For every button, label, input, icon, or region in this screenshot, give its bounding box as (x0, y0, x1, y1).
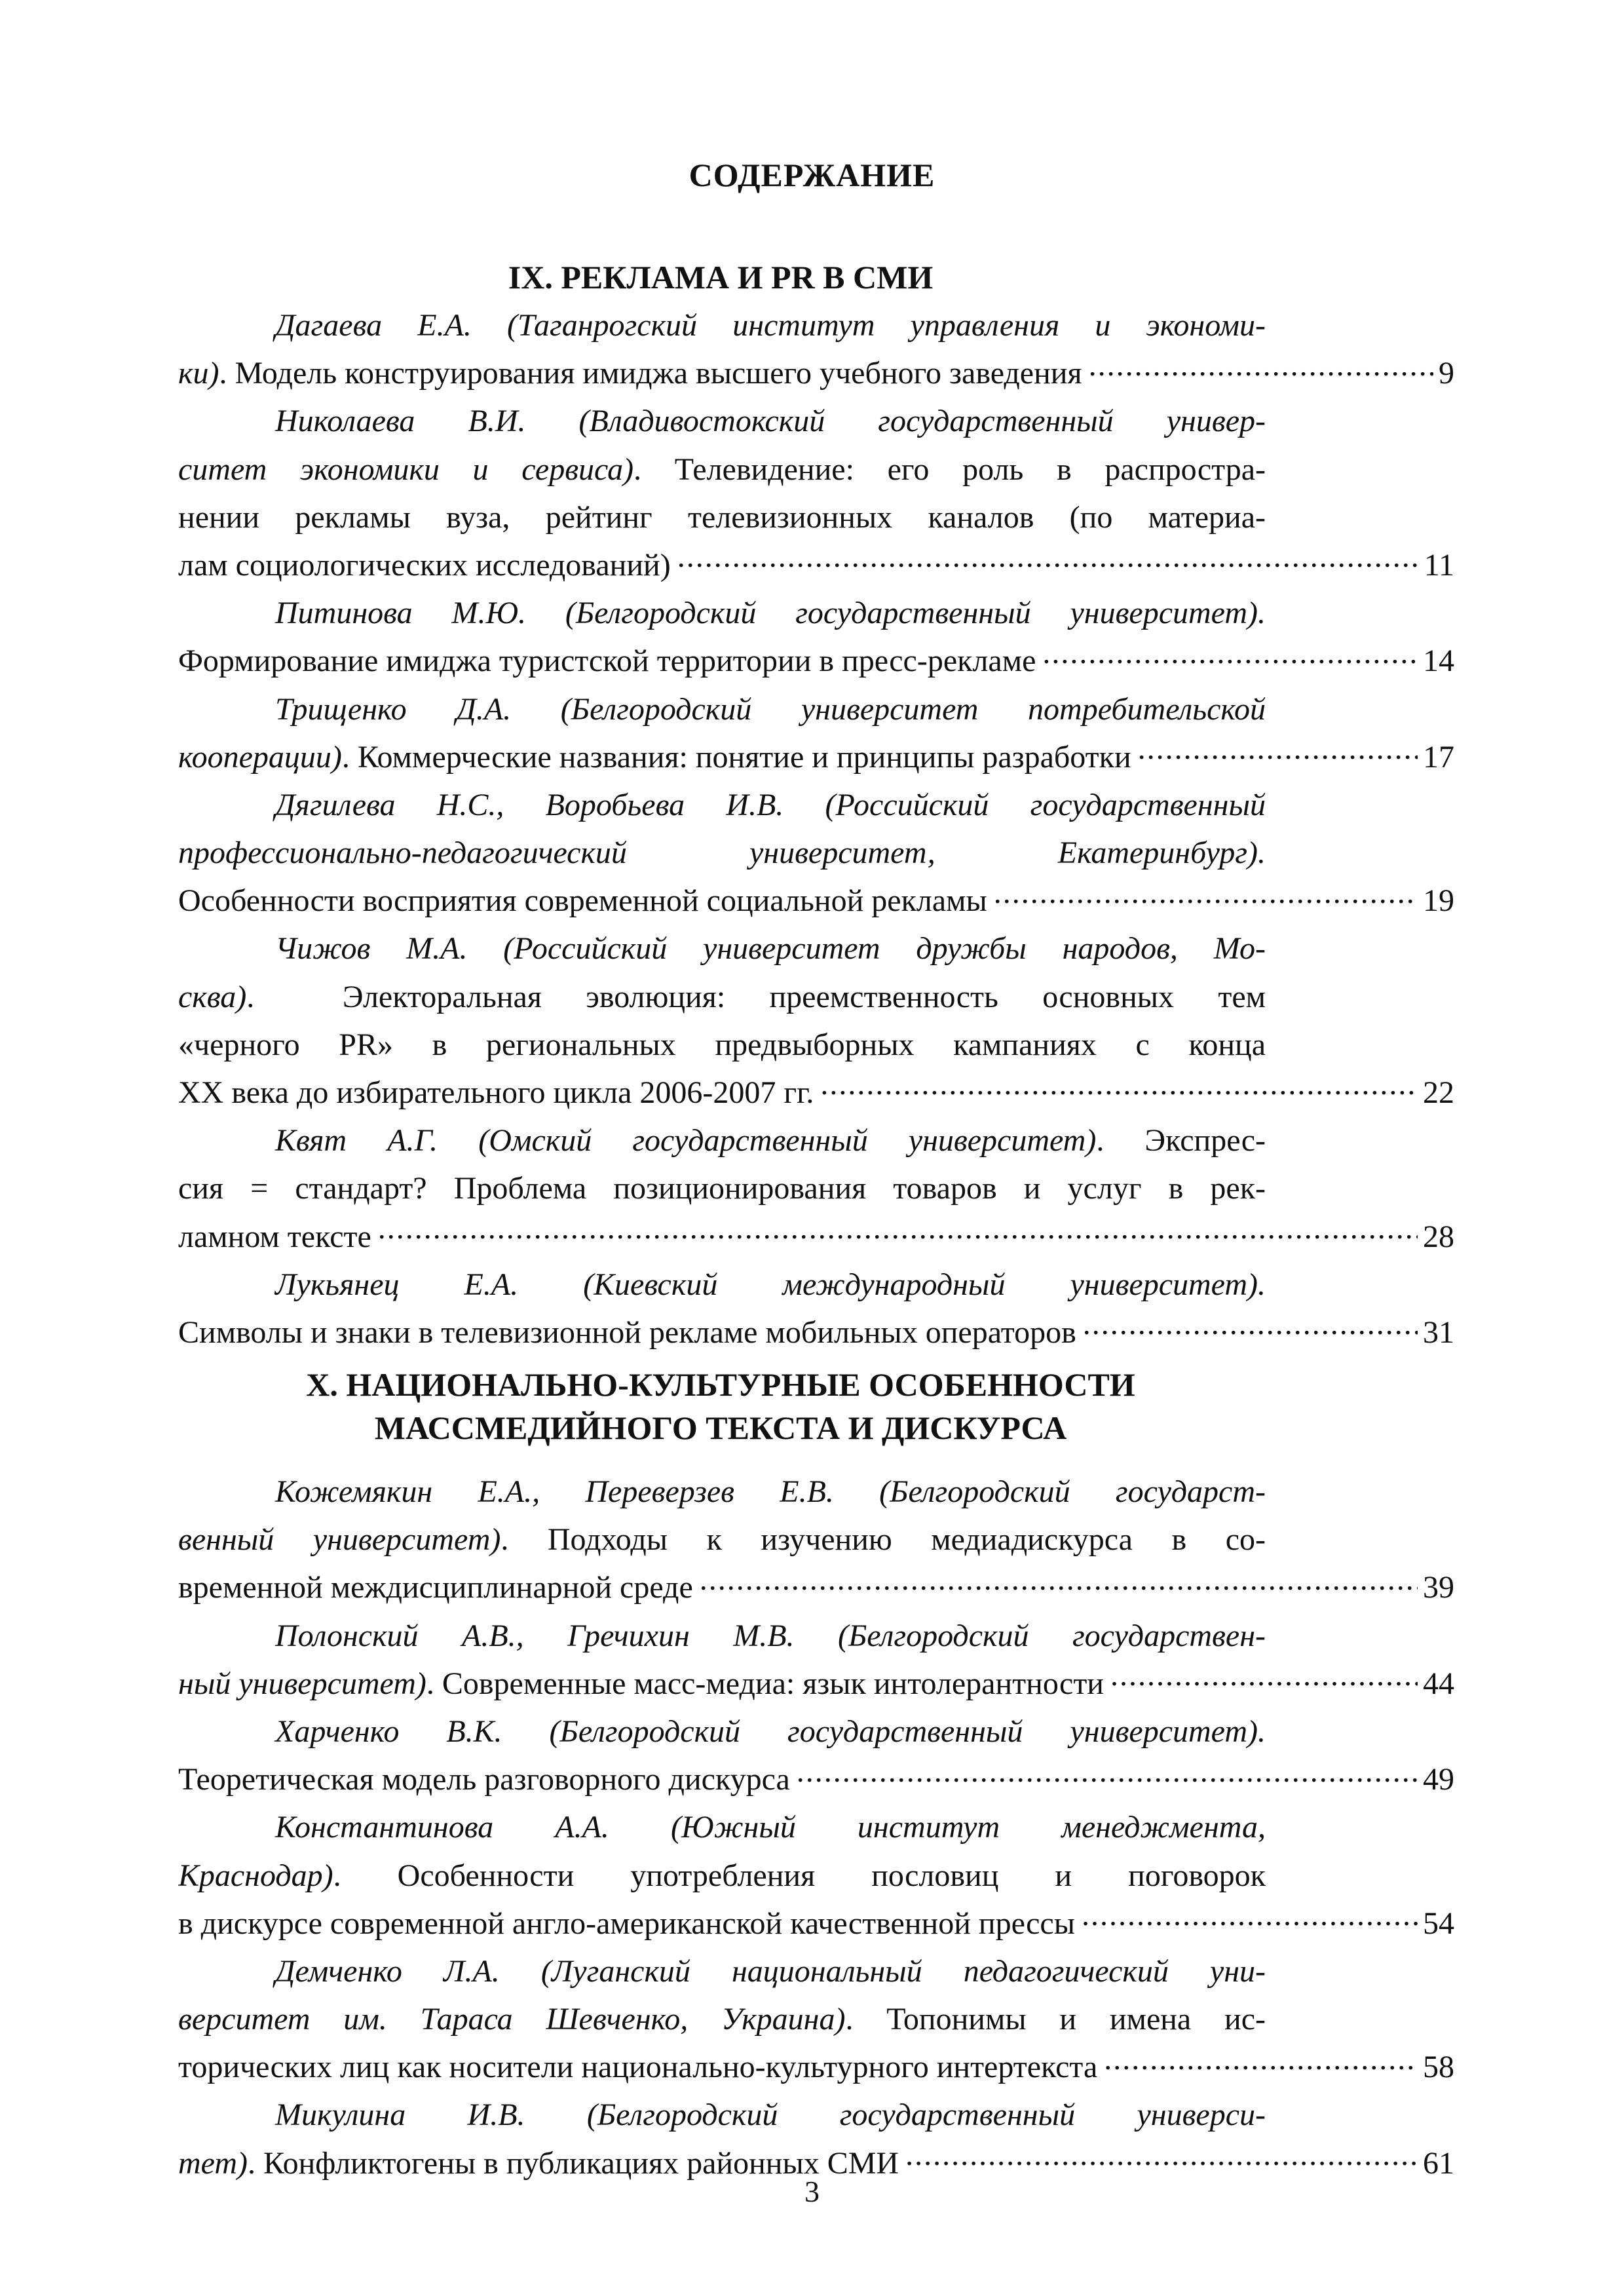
toc-entry-text: . Телевидение: его роль в распростра- (633, 451, 1266, 487)
section-title-line: IX. РЕКЛАМА И PR В СМИ (508, 259, 934, 296)
toc-entry-text: . Современные масс-медиа: язык интолерантности (426, 1666, 1104, 1701)
toc-entry-text: Символы и знаки в телевизионной рекламе мобильных операторов (178, 1314, 1076, 1350)
dot-leader (700, 1566, 1418, 1598)
toc-entry-line (178, 2091, 1266, 2139)
toc-entry-line (178, 1021, 1266, 1069)
toc-entry-text: Формирование имиджа туристской территории в пресс-рекламе (178, 643, 1036, 679)
section-title-line: X. НАЦИОНАЛЬНО-КУЛЬТУРНЫЕ ОСОБЕННОСТИ (306, 1366, 1135, 1403)
dot-leader (1042, 640, 1418, 671)
toc-entry-line (178, 397, 1266, 445)
toc-entry-line (178, 349, 1454, 397)
toc-entry[interactable] (178, 1803, 1454, 1947)
toc-page-number: 17 (1423, 739, 1454, 775)
toc-entry-line (178, 1660, 1454, 1708)
toc-entry-line (178, 1516, 1266, 1563)
toc-page-number: 58 (1423, 2050, 1454, 2085)
dot-leader (905, 2142, 1418, 2173)
toc-entry-author: Квят А.Г. (Омский государственный университет) (275, 1123, 1097, 1158)
dot-leader (820, 1071, 1418, 1103)
toc-entry-text: . Модель конструирования имиджа высшего учебного заведения (219, 356, 1082, 391)
toc-entry-author: Константинова А.А. (Южный институт менеджмента, (275, 1810, 1266, 1845)
toc-entry-line (178, 1755, 1454, 1803)
toc-page-number: 19 (1423, 883, 1454, 919)
toc-entry-line (178, 541, 1454, 589)
toc-entry-line (178, 1852, 1266, 1900)
toc-entry-author: Демченко Л.А. (Луганский национальный педагогический уни- (275, 1953, 1266, 1989)
toc-entry-line (178, 1947, 1266, 1995)
toc-section-x (178, 1468, 1454, 2187)
toc-entry-line (178, 589, 1266, 637)
toc-entry-text: . Коммерческие названия: понятие и принципы разработки (341, 739, 1131, 775)
toc-entry-line (178, 637, 1454, 685)
toc-entry-author: ситет экономики и сервиса) (178, 451, 634, 487)
dot-leader (994, 879, 1418, 911)
toc-entry[interactable] (178, 397, 1454, 589)
toc-entry-text: нении рекламы вуза, рейтинг телевизионных каналов (по материа- (178, 499, 1266, 535)
toc-entry[interactable] (178, 1708, 1454, 1803)
toc-entry-line (178, 685, 1266, 733)
toc-entry-author: Николаева В.И. (Владивостокский государственный универ- (275, 404, 1266, 439)
toc-entry-author: Трищенко Д.А. (Белгородский университет потребительской (275, 691, 1266, 727)
toc-entry-author: Дягилева Н.С., Воробьева И.В. (Российский государственный (275, 787, 1266, 822)
toc-entry-text: Особенности восприятия современной социальной рекламы (178, 883, 987, 919)
toc-entry-author: Полонский А.В., Гречихин М.В. (Белгородский государствен- (275, 1618, 1266, 1653)
toc-page-number: 44 (1423, 1666, 1454, 1701)
toc-entry-author: Питинова М.Ю. (Белгородский государственный университет). (275, 596, 1266, 631)
toc-entry-text: . Подходы к изучению медиадискурса в со- (500, 1522, 1266, 1558)
toc-entry-line (178, 1803, 1266, 1851)
toc-entry[interactable] (178, 685, 1454, 781)
toc-entry[interactable] (178, 1612, 1454, 1708)
toc-entry-author: Краснодар) (178, 1858, 333, 1893)
toc-entry-text: ламном тексте (178, 1219, 371, 1254)
toc-entry-text: . Электоральная эволюция: преемственность основных тем (246, 979, 1266, 1014)
toc-entry-text: сия = стандарт? Проблема позиционирования товаров и услуг в рек- (178, 1171, 1266, 1206)
dot-leader (1089, 352, 1433, 383)
toc-entry[interactable] (178, 925, 1454, 1117)
dot-leader (1104, 2046, 1418, 2077)
toc-entry-line (178, 1069, 1454, 1117)
toc-entry-text: Теоретическая модель разговорного дискурса (178, 1762, 790, 1797)
toc-entry-line (178, 1213, 1454, 1261)
toc-entry-line (178, 493, 1266, 541)
toc-entry-text: «черного PR» в региональных предвыборных кампаниях с конца (178, 1027, 1266, 1062)
toc-entry-text: . Топонимы и имена ис- (845, 2002, 1266, 2037)
toc-entry-author: кооперации) (178, 739, 342, 775)
toc-entry[interactable] (178, 301, 1454, 397)
toc-entry-author: венный университет) (178, 1522, 501, 1558)
toc-entry-line (178, 1708, 1266, 1755)
toc-entry-author: ки) (178, 356, 219, 391)
toc-entry-line (178, 301, 1266, 349)
toc-entry-line (178, 733, 1454, 781)
toc-entry-author: Лукьянец Е.А. (Киевский международный университет). (275, 1267, 1266, 1302)
toc-entry[interactable] (178, 781, 1454, 925)
section-title (177, 256, 1264, 299)
toc-entry[interactable] (178, 2091, 1454, 2187)
toc-page-number: 9 (1439, 356, 1454, 391)
toc-entry-line (178, 877, 1454, 925)
toc-entry-line (178, 2043, 1454, 2091)
toc-entry-text: XX века до избирательного цикла 2006-2007 гг. (178, 1075, 814, 1110)
toc-entry[interactable] (178, 1117, 1454, 1261)
toc-entry-author: профессионально-педагогический университет, Екатеринбург). (178, 835, 1266, 871)
toc-entry-line (178, 1563, 1454, 1611)
toc-entry-text: . Особенности употребления пословиц и поговорок (333, 1858, 1266, 1893)
toc-entry[interactable] (178, 1947, 1454, 2092)
toc-page-number: 31 (1423, 1314, 1454, 1350)
dot-leader (1110, 1662, 1418, 1694)
toc-entry-author: сква) (178, 979, 247, 1014)
toc-page-number: 11 (1424, 547, 1454, 583)
toc-entry-line (178, 973, 1266, 1021)
dot-leader (1083, 1311, 1418, 1343)
page-number: 3 (804, 2175, 820, 2208)
toc-page-number: 39 (1423, 1570, 1454, 1605)
toc-section-ix (178, 301, 1454, 1356)
dot-leader (378, 1215, 1418, 1247)
toc-entry-text: в дискурсе современной англо-американской качественной прессы (178, 1905, 1075, 1941)
toc-page-number: 49 (1423, 1762, 1454, 1797)
toc-entry-line (178, 1309, 1454, 1356)
toc-page-number: 61 (1423, 2145, 1454, 2181)
toc-entry-line (178, 781, 1266, 829)
toc-entry-line (178, 1612, 1266, 1660)
toc-entry-line (178, 1261, 1266, 1309)
section-title-line: МАССМЕДИЙНОГО ТЕКСТА И ДИСКУРСА (374, 1409, 1067, 1446)
toc-entry-line (178, 446, 1266, 493)
toc-entry-text: временной междисциплинарной среде (178, 1570, 693, 1605)
toc-entry-text: . Экспрес- (1096, 1123, 1266, 1158)
toc-entry[interactable] (178, 1261, 1454, 1356)
toc-entry-text: . Конфликтогены в публикациях районных СМИ (247, 2145, 899, 2181)
toc-entry-author: верситет им. Тараса Шевченко, Украина) (178, 2002, 846, 2037)
toc-page-number: 54 (1423, 1905, 1454, 1941)
toc-entry-author: Кожемякин Е.А., Переверзев Е.В. (Белгородский государст- (275, 1474, 1266, 1509)
toc-entry-line (178, 1117, 1266, 1164)
toc-page-number: 14 (1423, 643, 1454, 679)
dot-leader (1138, 736, 1418, 767)
dot-leader (1082, 1902, 1418, 1934)
toc-entry-line (178, 1995, 1266, 2043)
toc-page-number: 22 (1423, 1075, 1454, 1110)
toc-entry-author: ный университет) (178, 1666, 426, 1701)
toc-entry-text: торических лиц как носители национально-культурного интертекста (178, 2050, 1098, 2085)
toc-entry-line (178, 1900, 1454, 1947)
toc-entry-line (178, 1468, 1266, 1516)
dot-leader (677, 544, 1419, 575)
toc-entry[interactable] (178, 1468, 1454, 1612)
toc-entry-author: Харченко В.К. (Белгородский государственный университет). (275, 1713, 1266, 1749)
document-title: СОДЕРЖАНИЕ (689, 157, 935, 193)
toc-entry-text: лам социологических исследований) (178, 547, 671, 583)
toc-entry-line (178, 1164, 1266, 1212)
dot-leader (797, 1758, 1418, 1789)
toc-entry-author: Микулина И.В. (Белгородский государственный универси- (275, 2097, 1266, 2133)
toc-entry-author: Чижов М.А. (Российский университет дружбы народов, Мо- (275, 931, 1266, 966)
toc-entry-line (178, 829, 1266, 877)
toc-entry-line (178, 925, 1266, 972)
toc-entry[interactable] (178, 589, 1454, 685)
section-title (177, 1363, 1264, 1449)
toc-entry-author: тет) (178, 2145, 248, 2181)
toc-page-number: 28 (1423, 1219, 1454, 1254)
toc-entry-author: Дагаева Е.А. (Таганрогский институт управления и экономи- (275, 308, 1266, 343)
